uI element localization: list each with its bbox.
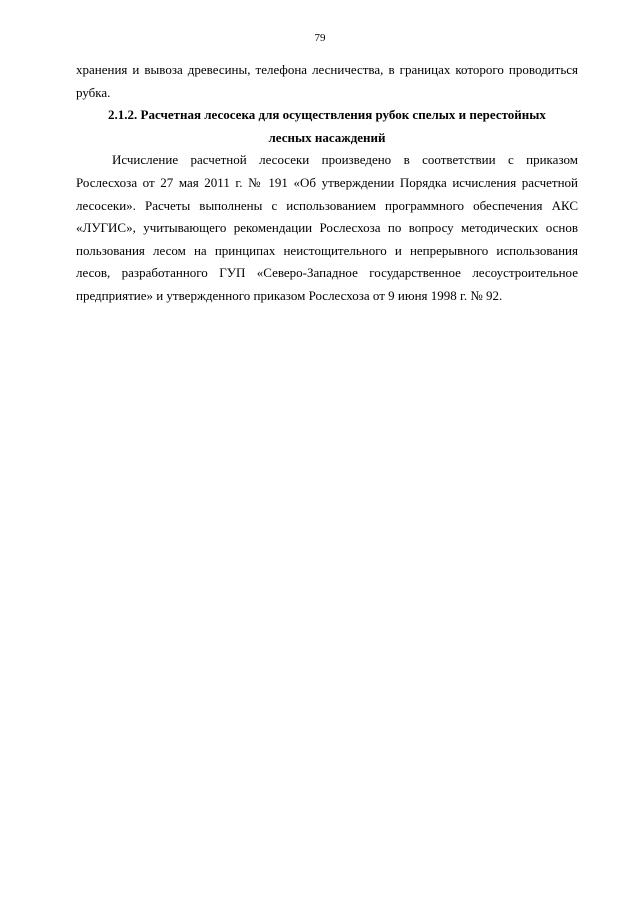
section-heading: 2.1.2. Расчетная лесосека для осуществления рубок спелых и перестойных лесных насаждений	[108, 107, 546, 145]
continuation-paragraph: хранения и вывоза древесины, телефона лесничества, в границах которого проводиться рубка.	[76, 62, 578, 100]
body-paragraph: Исчисление расчетной лесосеки произведено в соответствии с приказом Рослесхоза от 27 мая 2011 г. № 191 «Об утверждении Порядка исчисления расчетной лесосеки». Расчеты выполнены с использованием программного обеспечения АКС «ЛУГИС», учитывающего рекомендации Рослесхоза по вопросу методических основ пользования лесом на принципах неистощительного и непрерывного использования лесов, разработанного ГУП «Северо-Западное государственное лесоустроительное предприятие» и утвержденного приказом Рослесхоза от 9 июня 1998 г. № 92.	[76, 152, 578, 303]
page-number: 79	[314, 32, 326, 44]
document-body	[76, 59, 578, 308]
